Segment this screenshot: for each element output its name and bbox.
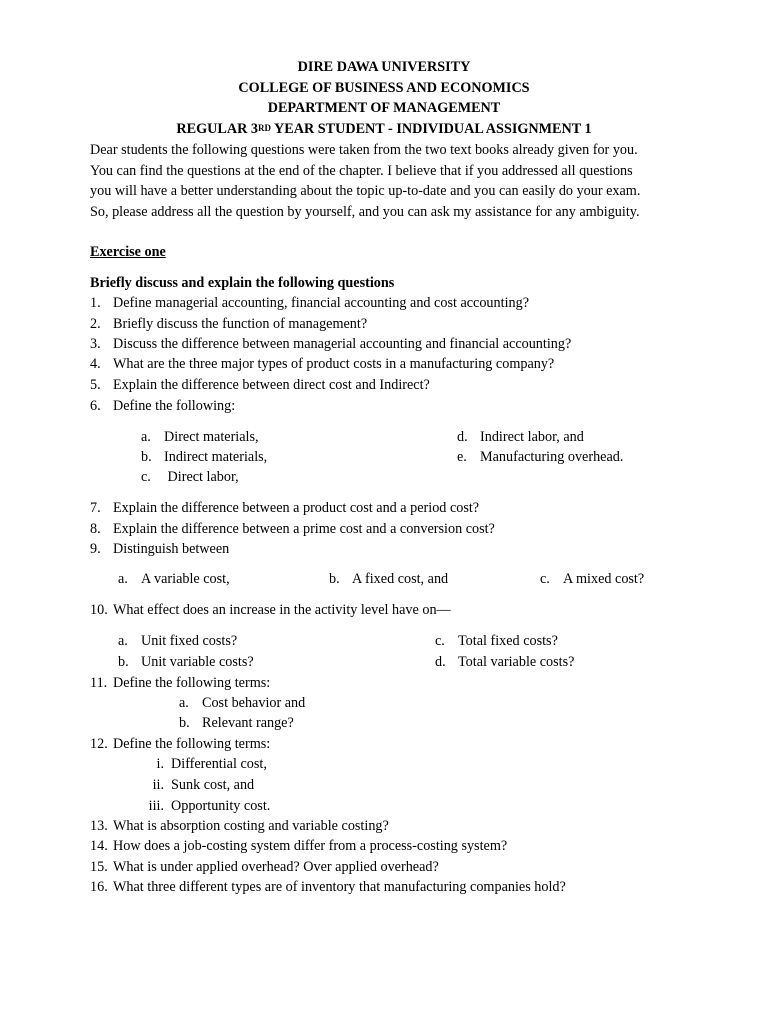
q11-item-a — [179, 693, 305, 713]
item-text: A mixed cost? — [563, 571, 645, 587]
item-label: a. — [179, 695, 189, 711]
item-text: Direct materials, — [164, 429, 259, 445]
question-3 — [90, 334, 571, 354]
question-number: 14. — [90, 838, 108, 854]
item-label: c. — [435, 633, 445, 649]
q6-item-c — [141, 467, 239, 487]
question-8 — [90, 519, 495, 539]
question-7 — [90, 498, 479, 518]
question-text: What are the three major types of product costs in a manufacturing company? — [113, 356, 555, 372]
item-text: Total fixed costs? — [458, 633, 558, 649]
question-6 — [90, 396, 235, 416]
question-12 — [90, 734, 270, 754]
item-label: b. — [141, 449, 152, 465]
item-text: Indirect materials, — [164, 449, 268, 465]
question-text: Explain the difference between a product cost and a period cost? — [113, 500, 480, 516]
question-number: 16. — [90, 879, 108, 895]
question-text: What is absorption costing and variable costing? — [113, 818, 389, 834]
question-text: Explain the difference between a prime cost and a conversion cost? — [113, 521, 495, 537]
department-title: DEPARTMENT OF MANAGEMENT — [267, 100, 501, 116]
question-16 — [90, 877, 566, 897]
question-number: 13. — [90, 818, 108, 834]
question-5 — [90, 375, 430, 395]
question-15 — [90, 857, 439, 877]
question-text: Define the following terms: — [113, 736, 271, 752]
question-text: Distinguish between — [113, 541, 230, 557]
q10-item-a — [118, 631, 237, 651]
question-number: 9. — [90, 541, 101, 557]
intro-line: You can find the questions at the end of the chapter. I believe that if you addressed all questions — [90, 162, 633, 179]
q12-item-iii — [132, 796, 270, 816]
assignment-title — [0, 119, 768, 139]
question-1 — [90, 293, 529, 313]
item-label: b. — [179, 715, 190, 731]
question-text: Define managerial accounting, financial accounting and cost accounting? — [113, 295, 529, 311]
intro-line: Dear students the following questions were taken from the two text books already given for you. — [90, 142, 638, 158]
assignment-title-pre: REGULAR 3 — [176, 121, 258, 137]
item-text: Direct labor, — [164, 469, 239, 485]
question-4 — [90, 354, 554, 374]
item-text: Sunk cost, and — [171, 777, 255, 793]
item-text: Relevant range? — [202, 715, 294, 731]
item-label: a. — [141, 429, 151, 445]
question-text: How does a job-costing system differ from a process-costing system? — [113, 838, 508, 854]
item-label: b. — [118, 654, 129, 670]
assignment-title-post: YEAR STUDENT - INDIVIDUAL ASSIGNMENT 1 — [270, 121, 592, 137]
item-text: A fixed cost, and — [352, 571, 449, 587]
question-number: 7. — [90, 500, 101, 516]
intro-paragraph — [90, 140, 682, 222]
question-number: 10. — [90, 602, 108, 618]
intro-line: you will have a better understanding about the topic up-to-date and you can easily do your exam. — [90, 183, 641, 199]
q10-item-d — [435, 652, 574, 672]
q6-item-e — [457, 447, 623, 467]
college-title: COLLEGE OF BUSINESS AND ECONOMICS — [238, 80, 530, 96]
question-number: 15. — [90, 859, 108, 875]
item-text: Unit variable costs? — [141, 654, 254, 670]
q9-item-b — [329, 569, 448, 589]
question-number: 12. — [90, 736, 108, 752]
question-11 — [90, 673, 270, 693]
question-number: 2. — [90, 316, 101, 332]
question-number: 1. — [90, 295, 101, 311]
item-text: A variable cost, — [141, 571, 230, 587]
item-label: b. — [329, 571, 340, 587]
item-label: iii. — [148, 798, 164, 814]
university-title: DIRE DAWA UNIVERSITY — [297, 59, 471, 75]
question-text: What effect does an increase in the activity level have on— — [113, 602, 451, 618]
question-text: Briefly discuss the function of management? — [113, 316, 368, 332]
question-text: Define the following terms: — [113, 675, 271, 691]
q12-item-ii — [132, 775, 254, 795]
q9-item-a — [118, 569, 230, 589]
item-label: d. — [457, 429, 468, 445]
question-2 — [90, 314, 367, 334]
question-text: Explain the difference between direct cost and Indirect? — [113, 377, 430, 393]
q6-item-b — [141, 447, 267, 467]
item-label: d. — [435, 654, 446, 670]
assignment-title-sup: RD — [257, 123, 271, 133]
question-text: What is under applied overhead? Over applied overhead? — [113, 859, 439, 875]
question-text: Discuss the difference between managerial accounting and financial accounting? — [113, 336, 572, 352]
item-label: c. — [141, 469, 151, 485]
q6-item-d — [457, 427, 584, 447]
question-number: 5. — [90, 377, 101, 393]
instructions-heading: Briefly discuss and explain the following questions — [90, 275, 395, 291]
item-label: a. — [118, 571, 128, 587]
item-label: ii. — [152, 777, 164, 793]
item-text: Total variable costs? — [458, 654, 575, 670]
question-number: 4. — [90, 356, 101, 372]
item-text: Unit fixed costs? — [141, 633, 238, 649]
q10-item-b — [118, 652, 254, 672]
item-text: Opportunity cost. — [171, 798, 271, 814]
item-text: Cost behavior and — [202, 695, 306, 711]
item-text: Manufacturing overhead. — [480, 449, 624, 465]
question-text: What three different types are of inventory that manufacturing companies hold? — [113, 879, 566, 895]
item-label: a. — [118, 633, 128, 649]
question-number: 8. — [90, 521, 101, 537]
question-9 — [90, 539, 229, 559]
exercise-title: Exercise one — [90, 244, 166, 260]
q10-item-c — [435, 631, 558, 651]
intro-line: So, please address all the question by yourself, and you can ask my assistance for any ambiguity. — [90, 203, 640, 220]
question-14 — [90, 836, 507, 856]
item-text: Indirect labor, and — [480, 429, 584, 445]
q9-item-c — [540, 569, 644, 589]
item-text: Differential cost, — [171, 756, 267, 772]
q11-item-b — [179, 713, 294, 733]
item-label: i. — [156, 756, 164, 772]
question-number: 11. — [90, 675, 108, 691]
item-label: e. — [457, 449, 467, 465]
q12-item-i — [132, 754, 267, 774]
question-number: 3. — [90, 336, 101, 352]
question-13 — [90, 816, 389, 836]
question-10 — [90, 600, 451, 620]
question-number: 6. — [90, 398, 101, 414]
question-text: Define the following: — [113, 398, 236, 414]
item-label: c. — [540, 571, 550, 587]
q6-item-a — [141, 427, 259, 447]
